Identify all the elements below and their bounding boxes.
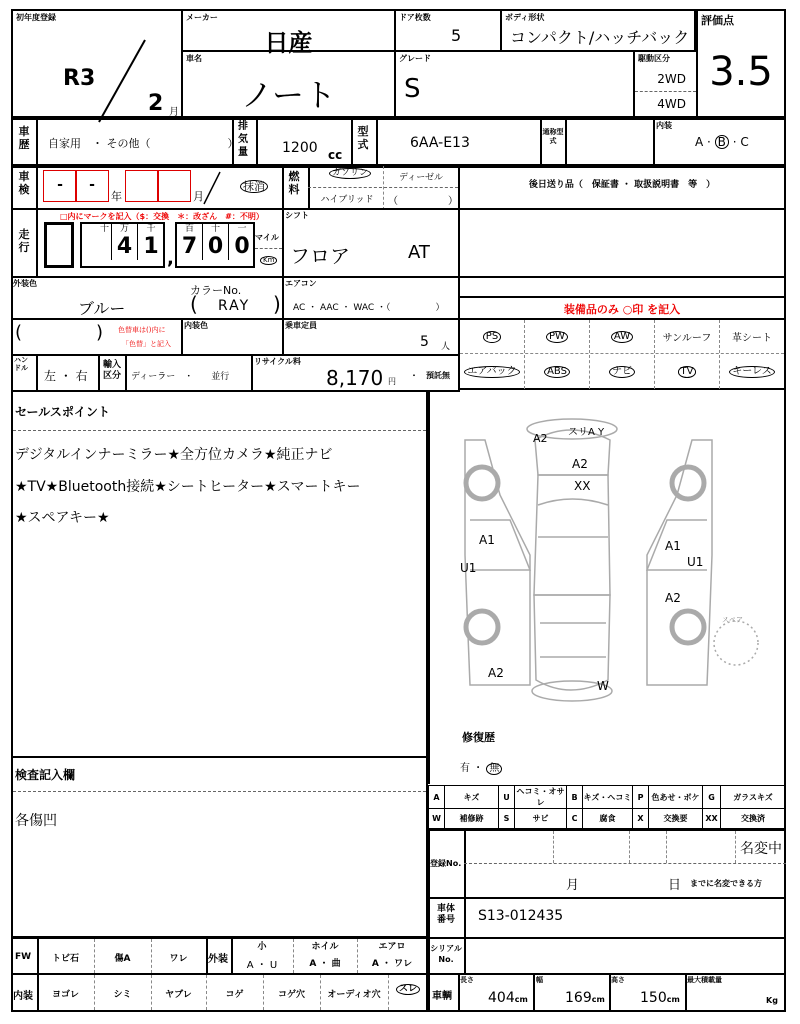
height-value [640,990,680,1006]
width-unit: cm [591,995,605,1004]
repaint-row [11,318,460,356]
equip-airbag[interactable] [460,355,525,389]
int-wear[interactable] [388,984,428,995]
first-registration-cell [11,9,183,118]
reg-deadline: までに名変できる方 [690,879,762,888]
int-audio-hole[interactable]: オーディオ穴 [327,990,381,1000]
fw-item-chip[interactable]: トビ石 [51,954,79,964]
equip-keyless[interactable] [720,355,784,389]
slash-icon [93,36,153,126]
odometer-digit: 1 [143,234,159,259]
serial-label: シリアルNo. [430,944,462,964]
body-value: コンパクト/ハッチバック [510,28,690,47]
grade-label: グレード [399,54,431,63]
slash-icon [200,170,224,206]
interior-grade: A · B · C [695,135,749,149]
car-name-cell [181,50,396,118]
capacity-unit: 人 [441,342,451,352]
model-label: 型式 [357,125,369,151]
inspection-status-circled: 抹消 [240,180,268,193]
damage-diagram [430,395,784,785]
odometer-comma: , [167,248,174,269]
ac-label: エアコン [285,279,317,288]
odometer-thousands: 十 万 4 千 1 [80,222,165,268]
displacement-label: 排気量 [238,121,248,158]
score-label: 評価点 [701,14,734,27]
yen-unit: 円 [388,377,396,386]
dimensions-label: 車輌 [432,991,452,1002]
odometer-hundreds: 百 7 十 0 一 0 [175,222,255,268]
damage-mark: スリA Y [568,427,605,438]
km-label [260,256,277,265]
aero-text: A ・ ワレ [371,959,413,969]
fuel-gasoline [318,168,382,179]
equip-aw[interactable] [590,320,655,353]
interior-color-label: 内装色 [184,321,208,330]
recycle-fee: 8,170 [326,366,384,390]
repaint-paren-close: ) [96,322,104,343]
aero-label: エアロ [378,942,406,952]
repaint-paren-open: ( [15,322,23,343]
body-label: ボディ形状 [505,13,545,22]
int-tear[interactable]: ヤブレ [165,990,192,1000]
fuel-diesel: ディーゼル [398,173,444,183]
drive-label: 駆動区分 [638,54,670,63]
common-model-label: 通称型式 [542,128,564,145]
fuel-label: 燃料 [288,170,300,196]
equip-pw[interactable] [525,320,590,353]
first-reg-label: 初年度登録 [16,13,56,22]
wheel-text: A ・ 曲 [309,959,341,969]
odometer-extra-box[interactable] [44,222,74,268]
equip-navi[interactable] [590,355,655,389]
reg-month: 月 [566,878,580,893]
inspection-month-box-2[interactable] [157,170,191,202]
equip-ps[interactable] [460,320,525,353]
equip-leather-label: 革シート [732,333,772,344]
transmission-value: AT [408,242,430,263]
length-number: 404 [488,990,515,1006]
int-label: 内装 [13,991,33,1002]
interior-grade-b-circled: B [715,135,729,149]
repair-history-label: 修復歴 [462,731,495,744]
car-name-label: 車名 [186,54,202,63]
maker-cell [181,9,396,57]
grade-cell [394,50,635,118]
first-reg-month: 2 [148,91,164,116]
damage-mark: A2 [488,666,504,680]
maker-value: 日産 [264,29,313,57]
interior-label: 内装 [656,121,672,130]
wheel-label: ホイル [311,942,339,952]
exterior-value: ブルー [78,299,126,318]
doors-value: 5 [451,26,462,45]
later-items: 後日送り品（ 保証書 ・ 取扱説明書 等 ） [528,180,716,190]
damage-mark: A1 [665,539,681,553]
history-label: 車歴 [18,125,30,151]
month-unit: 月 [193,190,204,203]
width-value [565,990,605,1006]
height-unit: cm [666,995,680,1004]
odometer-digit: 0 [207,234,224,259]
equip-ps-label: PS [483,331,501,343]
equip-sunroof-label: サンルーフ [662,333,712,344]
chassis-label: 車体番号 [436,904,455,925]
shift-label: シフト [285,211,309,220]
name-change-label: 名変中 [740,841,782,857]
odometer-digit: 4 [116,234,133,259]
damage-mark: W [597,679,609,693]
serial-box [428,937,786,975]
interior-grade-c: C [740,135,749,149]
mileage-note: □内にマークを記入（$：交換 ＊：改ざん #：不明） [60,212,264,221]
odometer-digit: 0 [234,234,250,259]
fw-label: FW [15,952,32,962]
inspection-month-box-1[interactable] [125,170,159,202]
damage-legend: A キズ U ヘコミ・オサレ B キズ・ヘコミ P 色あせ・ボケ G ガラスキズ W 補修跡 S サビ C 腐食 X 交換要 XX 交換済 [428,785,786,829]
reg-day: 日 [668,878,682,893]
width-number: 169 [565,990,592,1006]
sales-point-title: セールスポイント [15,405,110,419]
equip-abs[interactable] [525,355,590,389]
repaint-note-1: 色替車は()内に [118,326,166,334]
height-label: 高さ [611,976,625,984]
drive-divider [635,91,696,92]
fuel-other: （ ） [388,196,458,207]
mileage-label: 走行 [18,228,30,254]
fuel-gasoline-circled: ガソリン [329,168,371,179]
equipment-header: 装備品のみ ○印 を記入 [563,303,681,316]
handle-label: ハンドル [14,356,28,372]
int-burn-hole[interactable]: コゲ穴 [277,990,305,1000]
fw-item-scratch[interactable]: 傷A [114,954,131,964]
dimensions-row [428,973,786,1012]
exterior-label: 外装色 [13,279,37,288]
width-label: 幅 [536,976,543,984]
import-text: ディーラー ・ 並行 [131,372,230,382]
body-cell [500,9,696,52]
recycle-label: リサイクル料 [254,357,301,366]
fuel-hybrid: ハイブリッド [320,195,374,205]
score-cell [696,9,786,118]
car-name-value: ノート [240,76,337,114]
fw-item-crack[interactable]: ワレ [169,954,188,964]
equip-airbag-label: エアバック [464,366,519,378]
sales-line-2: ★TV★Bluetooth接続★シートヒーター★スマートキー [15,479,361,495]
equip-sunroof[interactable] [655,320,720,353]
load-unit: Kg [766,996,778,1005]
drive-4wd: 4WD [657,97,686,111]
sales-line-1: デジタルインナーミラー★全方位カメラ★純正ナビ [15,447,333,463]
equip-tv-label: TV [678,366,697,378]
model-value: 6AA-E13 [410,135,470,151]
equip-leather[interactable] [720,320,784,353]
color-no-value: RAY [218,298,251,314]
capacity-value: 5 [420,334,429,350]
damage-mark: A1 [479,533,495,547]
load-label: 最大積載量 [687,976,722,984]
score-value: 3.5 [709,49,773,95]
shift-value: フロア [290,244,350,268]
inspection-year-box-2[interactable]: - [75,170,109,202]
inspection-notes-box [11,756,428,938]
doors-label: ドア枚数 [399,13,431,22]
capacity-label: 乗車定員 [285,321,317,330]
equip-keyless-label: キーレス [729,366,775,378]
year-unit: 年 [111,190,122,203]
color-no-label: カラーNo. [190,284,242,297]
maker-label: メーカー [186,13,218,22]
inspection-status [240,180,268,193]
month-unit: 月 [169,107,179,118]
registration-label: 登録No. [430,859,462,868]
small-text: A ・ U [246,960,278,971]
odometer-digit: 7 [181,234,198,259]
inspection-notes-text: 各傷凹 [15,813,57,829]
drive-cell [633,50,698,118]
chassis-number: S13-012435 [478,908,564,924]
import-label: 輸入区分 [102,360,121,381]
inspection-label: 車検 [18,170,30,196]
length-label: 長さ [460,976,474,984]
handle-text: 左 ・ 右 [44,369,88,383]
damage-mark: A2 [665,591,681,605]
inspection-notes-title: 検査記入欄 [15,768,76,782]
damage-mark: A2 [572,457,588,471]
displacement-value: 1200 [282,140,318,156]
car-diagram-icon [430,395,784,715]
inspection-year-box-1[interactable]: - [43,170,77,202]
repair-none-circled: 無 [486,763,502,775]
damage-mark: U1 [687,555,704,569]
km-circled: Km [260,256,277,265]
int-stain[interactable]: シミ [113,990,132,1000]
interior-grade-a: A [695,135,704,149]
damage-mark: A2 [533,432,548,445]
int-wear-circled: スレ [396,984,420,995]
height-number: 150 [640,990,667,1006]
color-no-close-paren: ) [273,292,281,316]
doors-cell [394,9,502,52]
displacement-unit: cc [328,148,343,162]
damage-mark: XX [574,479,591,493]
equip-navi-label: ナビ [609,366,635,378]
repair-history-value: 有 ・ 無 [460,759,502,775]
ac-text: AC ・ AAC ・ WAC ・（ ） [293,303,445,313]
small-label: 小 [257,942,267,952]
equip-abs-label: ABS [544,366,570,378]
length-value [488,990,528,1006]
damage-mark: U1 [460,561,477,575]
grade-value: S [404,74,421,104]
mile-label: マイル [255,233,279,242]
drive-2wd: 2WD [657,72,686,86]
first-reg-year: R3 [63,66,96,91]
equip-aw-label: AW [611,331,633,343]
equipment-row-2 [460,355,784,389]
ext-label: 外装 [208,954,228,965]
history-text: 自家用 ・ その他（ ） [48,137,239,150]
int-dirt[interactable]: ヨゴレ [51,990,79,1000]
repaint-note-2: 「色替」と記入 [122,340,171,348]
equipment-row-1 [460,320,784,354]
length-unit: cm [514,995,528,1004]
equip-tv[interactable] [655,355,720,389]
int-burn[interactable]: コゲ [225,990,244,1000]
color-no-open-paren: ( [190,292,198,316]
equip-pw-label: PW [546,331,568,343]
deposit-text: ・ 預託無 [410,371,450,380]
spare-label: スペア [722,616,743,624]
sales-line-3: ★スペアキー★ [15,510,110,526]
